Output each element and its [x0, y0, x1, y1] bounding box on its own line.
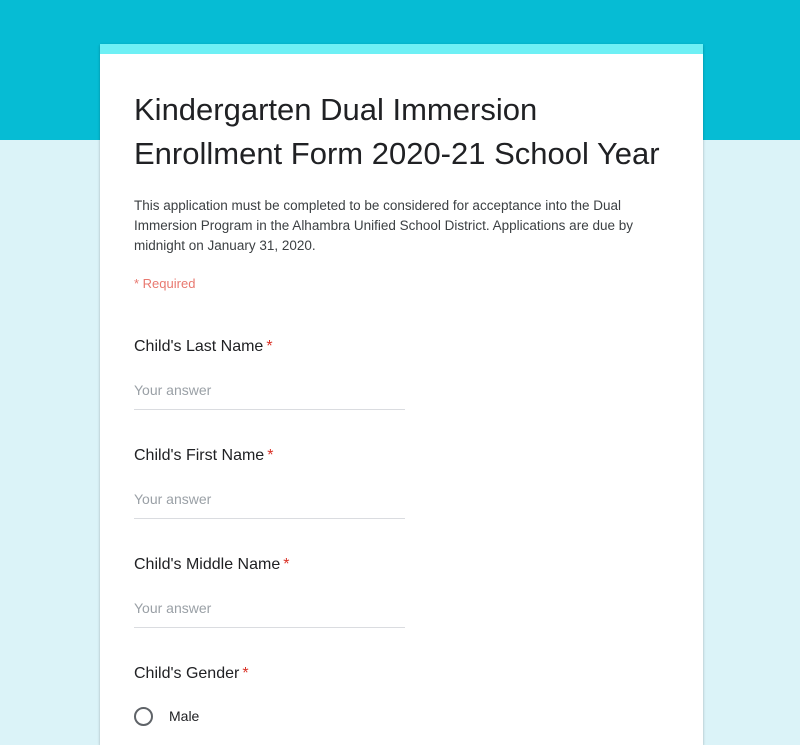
question-label	[134, 553, 669, 577]
required-asterisk: *	[242, 665, 249, 682]
radio-option-label: Male	[169, 708, 200, 724]
form-accent-bar	[100, 44, 703, 54]
question-label-text: Child's Last Name	[134, 338, 264, 355]
question-label	[134, 335, 669, 359]
question-child-gender	[134, 628, 669, 732]
required-note: * Required	[134, 276, 196, 291]
question-child-middle-name	[134, 519, 669, 628]
form-title: Kindergarten Dual Immersion Enrollment Form 2020-21 School Year	[134, 92, 660, 171]
child-first-name-input[interactable]	[134, 487, 405, 519]
form-card	[100, 44, 703, 745]
question-label-text: Child's Gender	[134, 665, 240, 682]
question-child-first-name	[134, 410, 669, 519]
required-asterisk: *	[266, 338, 273, 355]
gender-radio-group	[134, 700, 669, 732]
question-label	[134, 444, 669, 468]
form-description: This application must be completed to be considered for acceptance into the Dual Immersion Program in the Alhambra Unified School District. Applications are due by midnight on January 31, 2020.	[134, 198, 633, 253]
child-middle-name-input[interactable]	[134, 596, 405, 628]
question-label-text: Child's Middle Name	[134, 556, 281, 573]
child-last-name-input[interactable]	[134, 378, 405, 410]
form-header	[134, 54, 669, 297]
question-label-text: Child's First Name	[134, 447, 265, 464]
required-asterisk: *	[267, 447, 274, 464]
radio-option-male[interactable]	[134, 700, 669, 732]
required-asterisk: *	[283, 556, 290, 573]
form-body	[100, 54, 703, 732]
question-label	[134, 662, 669, 686]
radio-unchecked-icon[interactable]	[134, 707, 153, 726]
question-child-last-name	[134, 297, 669, 410]
